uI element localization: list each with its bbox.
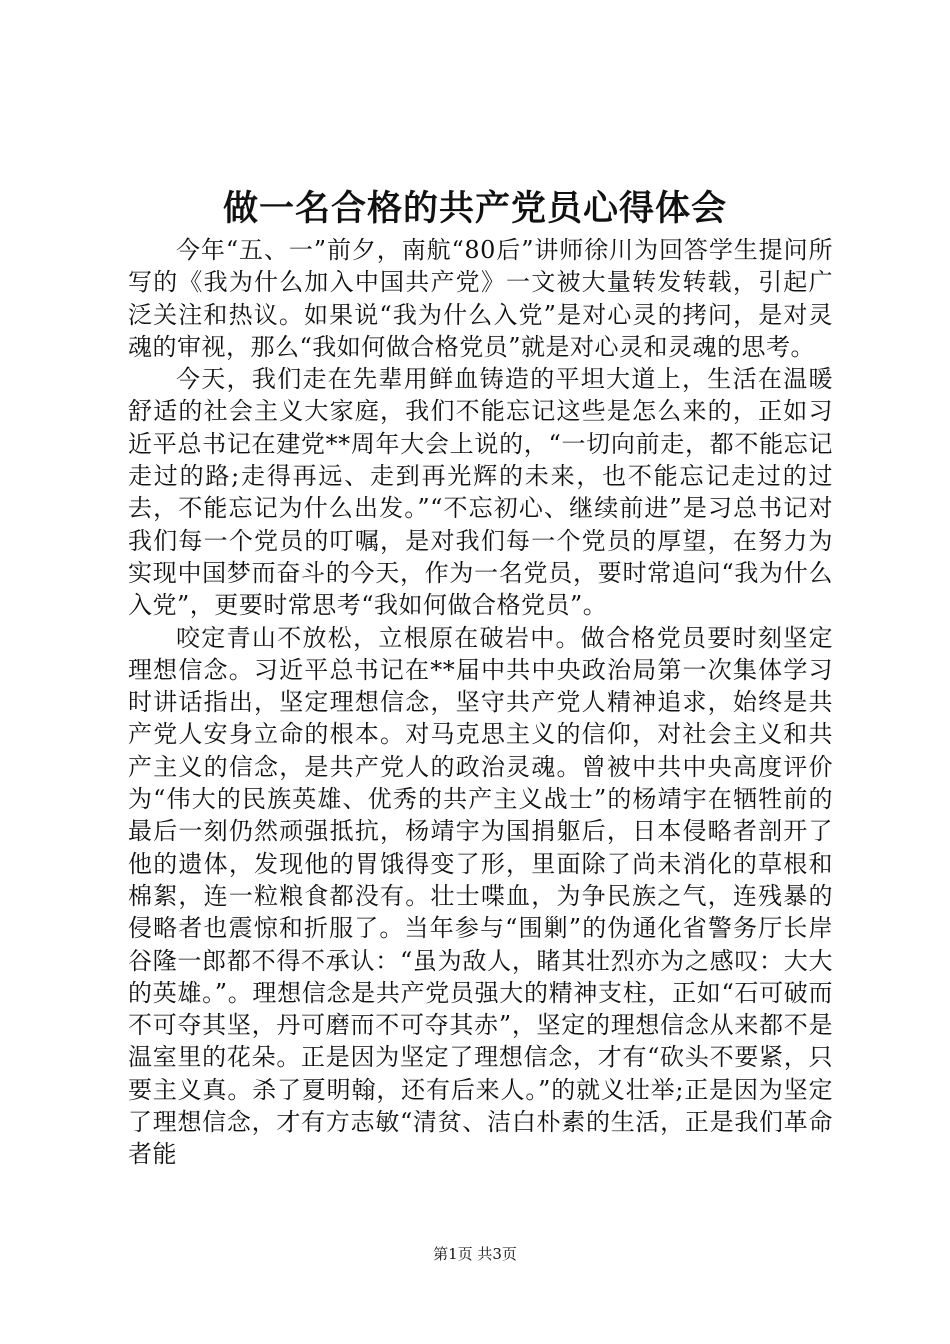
document-title: 做一名合格的共产党员心得体会 bbox=[222, 188, 727, 229]
paragraph-3: 咬定青山不放松，立根原在破岩中。做合格党员要时刻坚定理想信念。习近平总书记在**届中共中央政治局第一次集体学习时讲话指出，坚定理想信念，坚守共产党人精神追求，始终是共产党人安身立命的根本。对马克思主义的信仰，对社会主义和共产主义的信念，是共产党人的政治灵魂。曾被中共中央高度评价为“伟大的民族英雄、优秀的共产主义战士”的杨靖宇在牺牲前的最后一刻仍然顽强抵抗，杨靖宇为国捐躯后，日本侵略者剖开了他的遗体，发现他的胃饿得变了形，里面除了尚未消化的草根和棉絮，连一粒粮食都没有。壮士喋血，为争民族之气，连残暴的侵略者也震惊和折服了。当年参与“围剿”的伪通化省警务厅长岸谷隆一郎都不得不承认：“虽为敌人，睹其壮烈亦为之感叹：大大的英雄。”。理想信念是共产党员强大的精神支柱，正如“石可破而不可夺其坚，丹可磨而不可夺其赤”，坚定的理想信念从来都不是温室里的花朵。正是因为坚定了理想信念，才有“砍头不要紧，只要主义真。杀了夏明翰，还有后来人。”的就义壮举;正是因为坚定了理想信念，才有方志敏“清贫、洁白朴素的生活，正是我们革命者能 bbox=[128, 623, 833, 1169]
paragraph-1: 今年“五、一”前夕，南航“80后”讲师徐川为回答学生提问所写的《我为什么加入中国共产党》一文被大量转发转载，引起广泛关注和热议。如果说“我为什么入党”是对心灵的拷问，是对灵魂的审视，那么“我如何做合格党员”就是对心灵和灵魂的思考。 bbox=[128, 236, 833, 361]
document-body bbox=[128, 234, 833, 1171]
page-number-footer: 第1页 共3页 bbox=[433, 1245, 517, 1263]
paragraph-2: 今天，我们走在先辈用鲜血铸造的平坦大道上，生活在温暖舒适的社会主义大家庭，我们不能忘记这些是怎么来的，正如习近平总书记在建党**周年大会上说的，“一切向前走，都不能忘记走过的路;走得再远、走到再光辉的未来，也不能忘记走过的过去，不能忘记为什么出发。”“不忘初心、继续前进”是习总书记对我们每一个党员的叮嘱，是对我们每一个党员的厚望，在努力为实现中国梦而奋斗的今天，作为一名党员，要时常追问“我为什么入党”，更要时常思考“我如何做合格党员”。 bbox=[128, 365, 833, 620]
